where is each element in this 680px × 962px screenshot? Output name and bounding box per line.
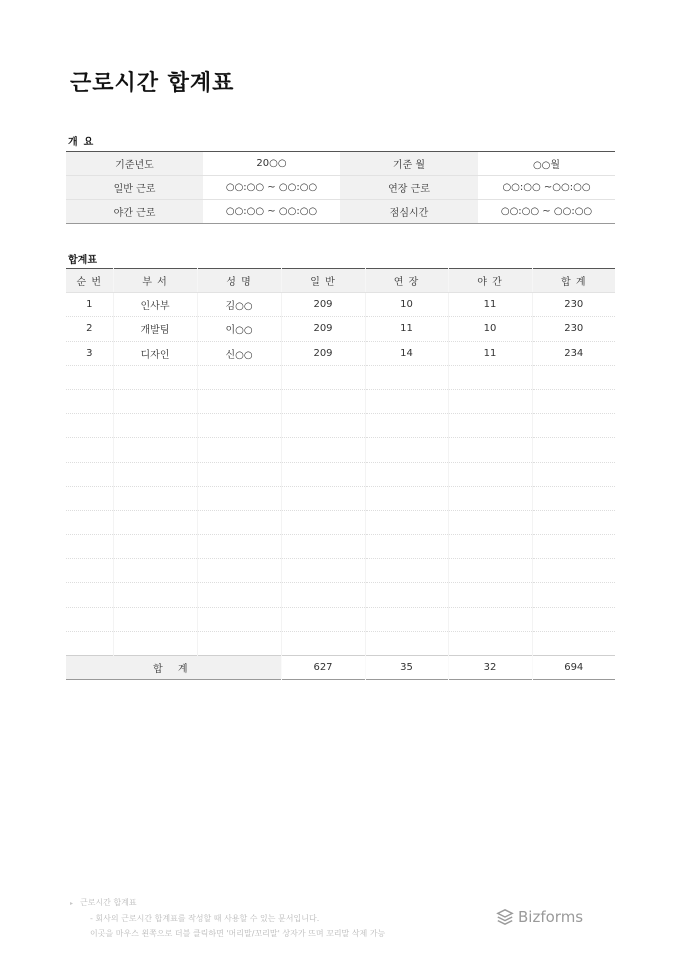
table-cell[interactable] bbox=[448, 389, 532, 413]
column-header: 합 계 bbox=[532, 269, 615, 293]
footer-note-line2: 이곳을 마우스 왼쪽으로 더블 클릭하면 '머리말/꼬리말' 상자가 뜨며 꼬리말 삭제 가능 bbox=[90, 929, 386, 938]
table-cell[interactable] bbox=[113, 510, 197, 534]
table-cell[interactable] bbox=[365, 389, 448, 413]
table-cell[interactable]: 14 bbox=[365, 341, 448, 365]
table-cell[interactable] bbox=[113, 462, 197, 486]
table-cell[interactable] bbox=[365, 583, 448, 607]
table-cell[interactable]: 230 bbox=[532, 317, 615, 341]
footer-note-title: 근로시간 합계표 bbox=[80, 898, 137, 907]
table-cell[interactable]: 1 bbox=[66, 293, 113, 317]
table-cell[interactable] bbox=[532, 583, 615, 607]
overview-value[interactable]: 20○○ bbox=[203, 152, 340, 176]
table-cell[interactable] bbox=[281, 583, 365, 607]
table-cell[interactable] bbox=[66, 389, 113, 413]
table-cell[interactable] bbox=[66, 583, 113, 607]
table-cell[interactable] bbox=[365, 365, 448, 389]
table-header-row bbox=[66, 269, 615, 293]
overview-row bbox=[66, 200, 615, 224]
table-cell[interactable]: 230 bbox=[532, 293, 615, 317]
table-cell[interactable] bbox=[365, 438, 448, 462]
bullet-icon: ▸ bbox=[70, 900, 74, 907]
table-cell[interactable] bbox=[448, 535, 532, 559]
table-cell[interactable] bbox=[113, 607, 197, 631]
table-cell[interactable]: 11 bbox=[448, 341, 532, 365]
table-cell[interactable] bbox=[197, 486, 281, 510]
overview-label: 기준년도 bbox=[66, 152, 203, 176]
table-cell[interactable] bbox=[197, 462, 281, 486]
table-row bbox=[66, 607, 615, 631]
column-header: 성 명 bbox=[197, 269, 281, 293]
table-row bbox=[66, 631, 615, 655]
overview-value[interactable]: ○○:○○ ~ ○○:○○ bbox=[203, 176, 340, 200]
table-cell[interactable] bbox=[197, 535, 281, 559]
table-row bbox=[66, 510, 615, 534]
table-cell[interactable] bbox=[281, 631, 365, 655]
table-cell[interactable] bbox=[66, 607, 113, 631]
table-cell[interactable] bbox=[281, 559, 365, 583]
bizforms-logo-icon bbox=[496, 908, 514, 926]
column-header: 연 장 bbox=[365, 269, 448, 293]
table-cell[interactable]: 11 bbox=[448, 293, 532, 317]
table-cell[interactable] bbox=[113, 365, 197, 389]
table-cell[interactable] bbox=[281, 607, 365, 631]
table-cell[interactable]: 209 bbox=[281, 293, 365, 317]
table-cell[interactable]: 209 bbox=[281, 317, 365, 341]
table-cell[interactable] bbox=[281, 438, 365, 462]
table-cell[interactable]: 신○○ bbox=[197, 341, 281, 365]
table-cell[interactable] bbox=[448, 414, 532, 438]
table-cell[interactable] bbox=[365, 631, 448, 655]
table-cell[interactable] bbox=[113, 389, 197, 413]
overview-label: 일반 근로 bbox=[66, 176, 203, 200]
table-row bbox=[66, 293, 615, 317]
table-cell[interactable] bbox=[113, 559, 197, 583]
overview-heading: 개요 bbox=[68, 137, 100, 148]
brand-name: Bizforms bbox=[518, 908, 584, 926]
table-cell[interactable] bbox=[532, 510, 615, 534]
table-cell[interactable] bbox=[281, 365, 365, 389]
column-header: 순 번 bbox=[66, 269, 113, 293]
table-cell[interactable]: 인사부 bbox=[113, 293, 197, 317]
overview-label: 야간 근로 bbox=[66, 200, 203, 224]
table-cell[interactable] bbox=[197, 438, 281, 462]
table-row bbox=[66, 365, 615, 389]
table-cell[interactable] bbox=[197, 365, 281, 389]
table-cell[interactable] bbox=[197, 607, 281, 631]
table-cell[interactable] bbox=[281, 462, 365, 486]
footer-general-total: 627 bbox=[281, 656, 365, 680]
overview-row bbox=[66, 176, 615, 200]
table-cell[interactable] bbox=[448, 631, 532, 655]
table-row bbox=[66, 438, 615, 462]
table-cell[interactable] bbox=[281, 486, 365, 510]
table-row bbox=[66, 486, 615, 510]
column-header: 일 반 bbox=[281, 269, 365, 293]
table-cell[interactable] bbox=[365, 607, 448, 631]
table-cell[interactable] bbox=[532, 462, 615, 486]
table-cell[interactable] bbox=[281, 510, 365, 534]
table-cell[interactable] bbox=[66, 486, 113, 510]
totals-table bbox=[66, 268, 615, 680]
table-cell[interactable] bbox=[113, 535, 197, 559]
footer-overtime-total: 35 bbox=[365, 656, 448, 680]
table-cell[interactable] bbox=[197, 631, 281, 655]
footer-grand-total: 694 bbox=[532, 656, 615, 680]
table-cell[interactable] bbox=[113, 583, 197, 607]
table-cell[interactable] bbox=[113, 631, 197, 655]
table-cell[interactable] bbox=[532, 414, 615, 438]
table-cell[interactable] bbox=[448, 510, 532, 534]
table-cell[interactable] bbox=[532, 607, 615, 631]
table-cell[interactable] bbox=[197, 583, 281, 607]
overview-value[interactable]: ○○:○○ ~ ○○:○○ bbox=[203, 200, 340, 224]
table-cell[interactable] bbox=[532, 365, 615, 389]
table-cell[interactable] bbox=[113, 438, 197, 462]
table-row bbox=[66, 535, 615, 559]
table-cell[interactable] bbox=[532, 535, 615, 559]
table-cell[interactable] bbox=[113, 414, 197, 438]
table-cell[interactable] bbox=[448, 607, 532, 631]
table-cell[interactable]: 234 bbox=[532, 341, 615, 365]
table-cell[interactable] bbox=[66, 438, 113, 462]
table-cell[interactable] bbox=[365, 559, 448, 583]
overview-label: 기준 월 bbox=[340, 152, 478, 176]
table-row bbox=[66, 317, 615, 341]
table-cell[interactable] bbox=[66, 535, 113, 559]
brand-logo bbox=[496, 908, 583, 926]
table-cell[interactable] bbox=[365, 462, 448, 486]
table-cell[interactable]: 이○○ bbox=[197, 317, 281, 341]
table-cell[interactable] bbox=[365, 535, 448, 559]
footer-label: 합 계 bbox=[66, 656, 281, 680]
totals-heading: 합계표 bbox=[68, 255, 97, 266]
overview-value[interactable]: ○○:○○ ~ ○○:○○ bbox=[478, 200, 615, 224]
table-cell[interactable] bbox=[66, 462, 113, 486]
overview-label: 점심시간 bbox=[340, 200, 478, 224]
table-cell[interactable] bbox=[66, 631, 113, 655]
table-cell[interactable] bbox=[113, 486, 197, 510]
table-cell[interactable]: 10 bbox=[365, 293, 448, 317]
table-cell[interactable] bbox=[532, 631, 615, 655]
overview-table bbox=[66, 151, 615, 224]
table-cell[interactable] bbox=[448, 462, 532, 486]
column-header: 야 간 bbox=[448, 269, 532, 293]
table-cell[interactable] bbox=[197, 389, 281, 413]
table-cell[interactable]: 김○○ bbox=[197, 293, 281, 317]
table-cell[interactable] bbox=[448, 365, 532, 389]
footer-night-total: 32 bbox=[448, 656, 532, 680]
table-cell[interactable] bbox=[448, 583, 532, 607]
table-cell[interactable] bbox=[532, 438, 615, 462]
table-cell[interactable] bbox=[365, 510, 448, 534]
table-cell[interactable]: 10 bbox=[448, 317, 532, 341]
overview-row bbox=[66, 152, 615, 176]
table-cell[interactable]: 개발팀 bbox=[113, 317, 197, 341]
table-cell[interactable] bbox=[532, 486, 615, 510]
column-header: 부 서 bbox=[113, 269, 197, 293]
table-cell[interactable]: 디자인 bbox=[113, 341, 197, 365]
table-row bbox=[66, 462, 615, 486]
overview-value[interactable]: ○○월 bbox=[478, 152, 615, 176]
table-row bbox=[66, 341, 615, 365]
table-cell[interactable] bbox=[66, 365, 113, 389]
table-row bbox=[66, 583, 615, 607]
table-cell[interactable] bbox=[66, 559, 113, 583]
table-cell[interactable] bbox=[197, 414, 281, 438]
table-cell[interactable] bbox=[532, 389, 615, 413]
table-cell[interactable] bbox=[281, 389, 365, 413]
footer-note-line1: - 회사의 근로시간 합계표를 작성할 때 사용할 수 있는 문서입니다. bbox=[90, 914, 320, 923]
table-row bbox=[66, 414, 615, 438]
table-row bbox=[66, 559, 615, 583]
table-cell[interactable] bbox=[448, 486, 532, 510]
table-cell[interactable]: 3 bbox=[66, 341, 113, 365]
overview-value[interactable]: ○○:○○ ~○○:○○ bbox=[478, 176, 615, 200]
table-cell[interactable] bbox=[365, 486, 448, 510]
document-title: 근로시간 합계표 bbox=[70, 71, 235, 96]
table-cell[interactable] bbox=[448, 559, 532, 583]
overview-label: 연장 근로 bbox=[340, 176, 478, 200]
table-cell[interactable]: 209 bbox=[281, 341, 365, 365]
table-cell[interactable] bbox=[532, 559, 615, 583]
table-cell[interactable] bbox=[197, 559, 281, 583]
table-cell[interactable]: 11 bbox=[365, 317, 448, 341]
table-cell[interactable] bbox=[197, 510, 281, 534]
table-cell[interactable] bbox=[448, 438, 532, 462]
table-cell[interactable] bbox=[281, 414, 365, 438]
table-footer-row bbox=[66, 656, 615, 680]
table-cell[interactable] bbox=[281, 535, 365, 559]
footer-note[interactable] bbox=[70, 895, 385, 941]
table-cell[interactable] bbox=[365, 414, 448, 438]
table-cell[interactable] bbox=[66, 510, 113, 534]
table-cell[interactable] bbox=[66, 414, 113, 438]
table-cell[interactable]: 2 bbox=[66, 317, 113, 341]
table-row bbox=[66, 389, 615, 413]
